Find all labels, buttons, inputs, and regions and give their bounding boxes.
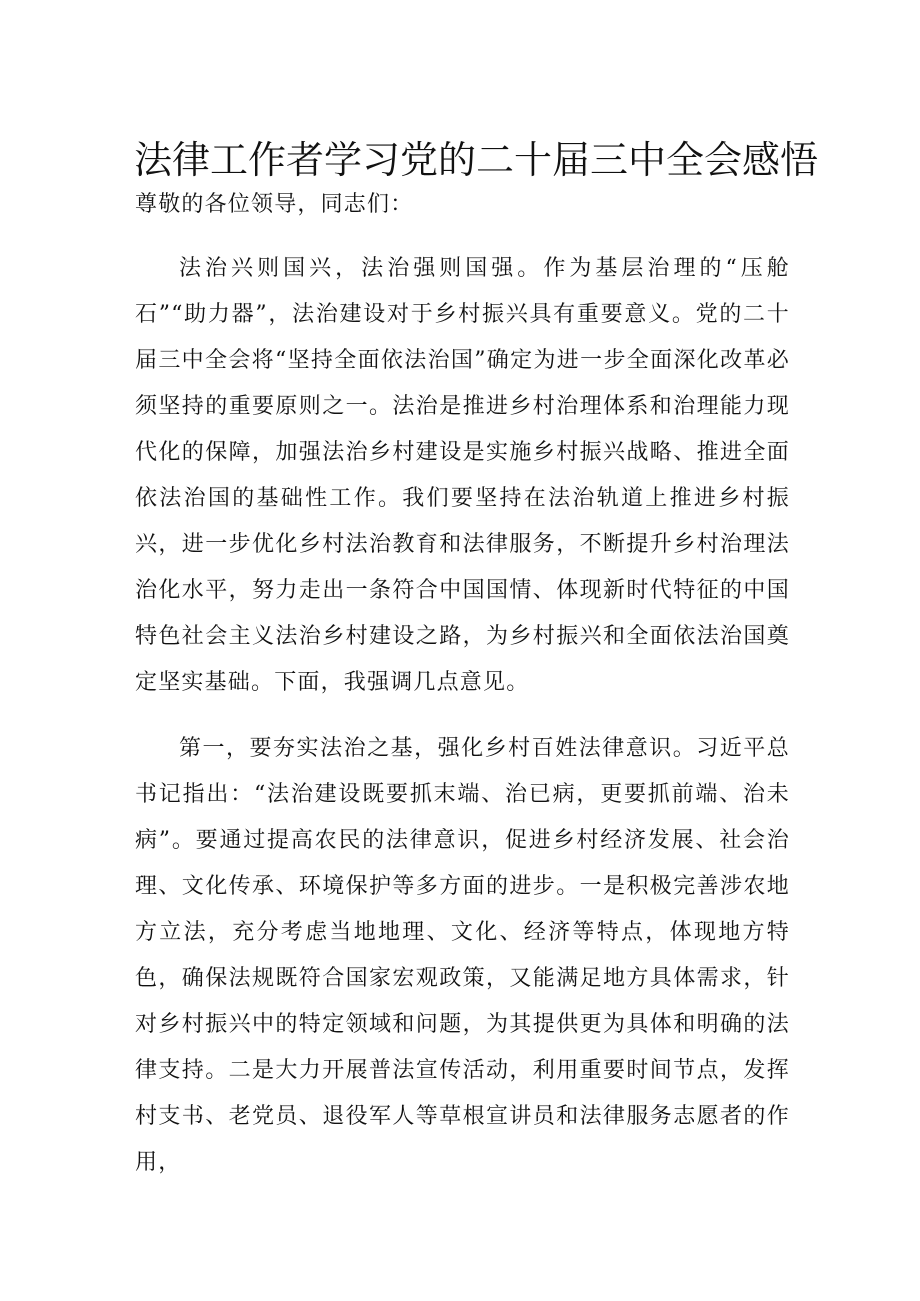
paragraph-intro: 法治兴则国兴，法治强则国强。作为基层治理的“压舱石”“助力器”，法治建设对于乡村振兴具有重要意义。党的二十届三中全会将“坚持全面依法治国”确定为进一步全面深化改革必须坚持的重要原则之一。法治是推进乡村治理体系和治理能力现代化的保障，加强法治乡村建设是实施乡村振兴战略、推进全面依法治国的基础性工作。我们要坚持在法治轨道上推进乡村振兴，进一步优化乡村法治教育和法律服务，不断提升乡村治理法治化水平，努力走出一条符合中国国情、体现新时代特征的中国特色社会主义法治乡村建设之路，为乡村振兴和全面依法治国奠定坚实基础。下面，我强调几点意见。 bbox=[135, 256, 790, 695]
document-title: 法律工作者学习党的二十届三中全会感悟 bbox=[134, 138, 819, 182]
document-body bbox=[135, 182, 790, 1206]
paragraph-first-point: 第一，要夯实法治之基，强化乡村百姓法律意识。习近平总书记指出：“法治建设既要抓末端、治已病，更要抓前端、治未病”。要通过提高农民的法律意识，促进乡村经济发展、社会治理、文化传承、环境保护等多方面的进步。一是积极完善涉农地方立法，充分考虑当地地理、文化、经济等特点，体现地方特色，确保法规既符合国家宏观政策，又能满足地方具体需求，针对乡村振兴中的特定领域和问题，为其提供更为具体和明确的法律支持。二是大力开展普法宣传活动，利用重要时间节点，发挥村支书、老党员、退役军人等草根宣讲员和法律服务志愿者的作用， bbox=[135, 736, 790, 1175]
salutation: 尊敬的各位领导，同志们： bbox=[135, 192, 414, 217]
